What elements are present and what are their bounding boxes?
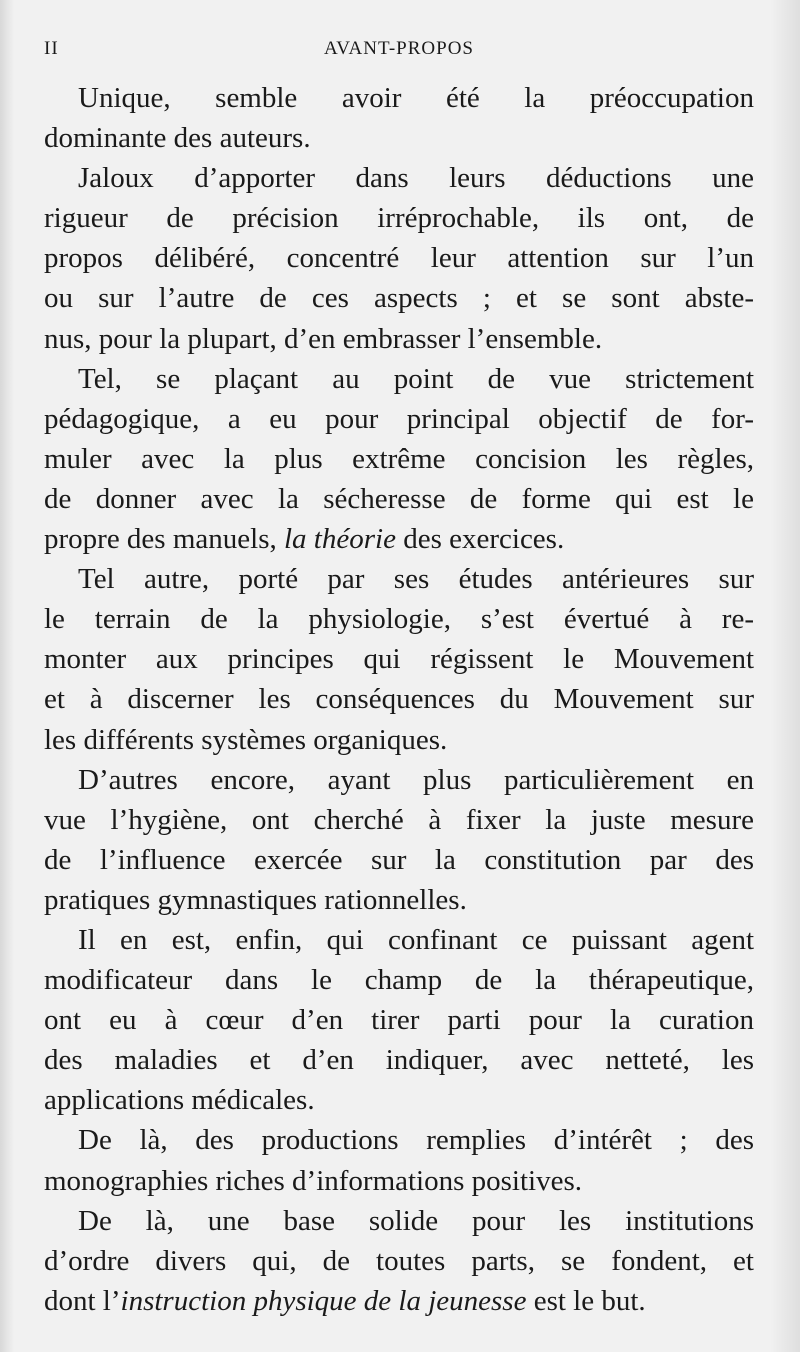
text-segment: de donner avec la sécheresse de forme qui est le	[44, 482, 754, 515]
text-segment: Jaloux d’apporter dans leurs déductions une	[78, 162, 754, 195]
text-line	[44, 319, 754, 359]
text-line	[44, 559, 754, 599]
text-segment: est le but.	[526, 1284, 646, 1317]
text-segment: rigueur de précision irréprochable, ils ont, de	[44, 202, 754, 235]
page-edge-shadow	[0, 0, 14, 1352]
text-segment: monographies riches d’informations positives.	[44, 1164, 583, 1197]
text-segment: ou sur l’autre de ces aspects ; et se sont abste-	[44, 282, 754, 315]
body-text	[44, 78, 754, 1321]
text-line	[44, 679, 754, 719]
text-segment: des maladies et d’en indiquer, avec netteté, les	[44, 1044, 754, 1077]
page-gutter-shadow	[770, 0, 800, 1352]
text-line	[44, 1241, 754, 1281]
text-line	[44, 198, 754, 238]
text-segment: pratiques gymnastiques rationnelles.	[44, 883, 467, 916]
text-line	[44, 519, 754, 559]
text-segment: modificateur dans le champ de la thérapeutique,	[44, 964, 754, 997]
text-line	[44, 78, 754, 118]
text-line	[44, 1000, 754, 1040]
text-segment: de l’influence exercée sur la constitution par des	[44, 843, 754, 876]
text-segment: Unique, semble avoir été la préoccupation	[78, 82, 754, 114]
text-line	[44, 960, 754, 1000]
text-line	[44, 118, 754, 158]
italic-text: instruction physique de la jeunesse	[120, 1284, 527, 1317]
text-segment: dominante des auteurs.	[44, 122, 311, 155]
text-line	[44, 1120, 754, 1160]
text-segment: applications médicales.	[44, 1084, 315, 1117]
text-segment: le terrain de la physiologie, s’est évertué à re-	[44, 603, 754, 636]
text-line	[44, 238, 754, 278]
text-line	[44, 920, 754, 960]
text-line	[44, 840, 754, 880]
text-segment: d’ordre divers qui, de toutes parts, se fondent, et	[44, 1244, 754, 1277]
text-line	[44, 359, 754, 399]
text-segment: les différents systèmes organiques.	[44, 723, 448, 756]
text-segment: monter aux principes qui régissent le Mouvement	[44, 643, 754, 676]
text-segment: nus, pour la plupart, d’en embrasser l’ensemble.	[44, 322, 603, 355]
text-line	[44, 439, 754, 479]
text-line	[44, 1080, 754, 1120]
text-segment: Tel, se plaçant au point de vue strictement	[78, 362, 754, 395]
text-segment: propos délibéré, concentré leur attention sur l’un	[44, 242, 754, 275]
running-title: AVANT-PROPOS	[324, 38, 474, 59]
running-head	[44, 38, 754, 62]
text-line	[44, 1161, 754, 1201]
text-segment: De là, des productions remplies d’intérêt ; des	[78, 1124, 754, 1157]
text-line	[44, 639, 754, 679]
text-segment: et à discerner les conséquences du Mouvement sur	[44, 683, 754, 716]
text-line	[44, 479, 754, 519]
text-segment: Tel autre, porté par ses études antérieures sur	[78, 563, 754, 596]
text-line	[44, 1281, 754, 1321]
text-segment: Il en est, enfin, qui confinant ce puissant agent	[78, 923, 754, 956]
text-segment: ont eu à cœur d’en tirer parti pour la curation	[44, 1004, 754, 1037]
text-line	[44, 1201, 754, 1241]
text-line	[44, 399, 754, 439]
text-line	[44, 880, 754, 920]
text-segment: muler avec la plus extrême concision les règles,	[44, 442, 754, 475]
text-line	[44, 158, 754, 198]
text-segment: propre des manuels,	[44, 523, 284, 556]
page-number: II	[44, 38, 59, 59]
text-line	[44, 599, 754, 639]
italic-text: la théorie	[284, 523, 396, 556]
text-line	[44, 1040, 754, 1080]
text-segment: pédagogique, a eu pour principal objectif de for-	[44, 402, 754, 435]
text-line	[44, 800, 754, 840]
text-segment: vue l’hygiène, ont cherché à fixer la juste mesure	[44, 803, 754, 836]
text-segment: des exercices.	[395, 523, 565, 556]
text-line	[44, 720, 754, 760]
text-segment: D’autres encore, ayant plus particulièrement en	[78, 763, 754, 796]
text-line	[44, 278, 754, 318]
text-segment: De là, une base solide pour les institutions	[78, 1204, 754, 1237]
text-line	[44, 760, 754, 800]
text-segment: dont l’	[44, 1284, 121, 1317]
